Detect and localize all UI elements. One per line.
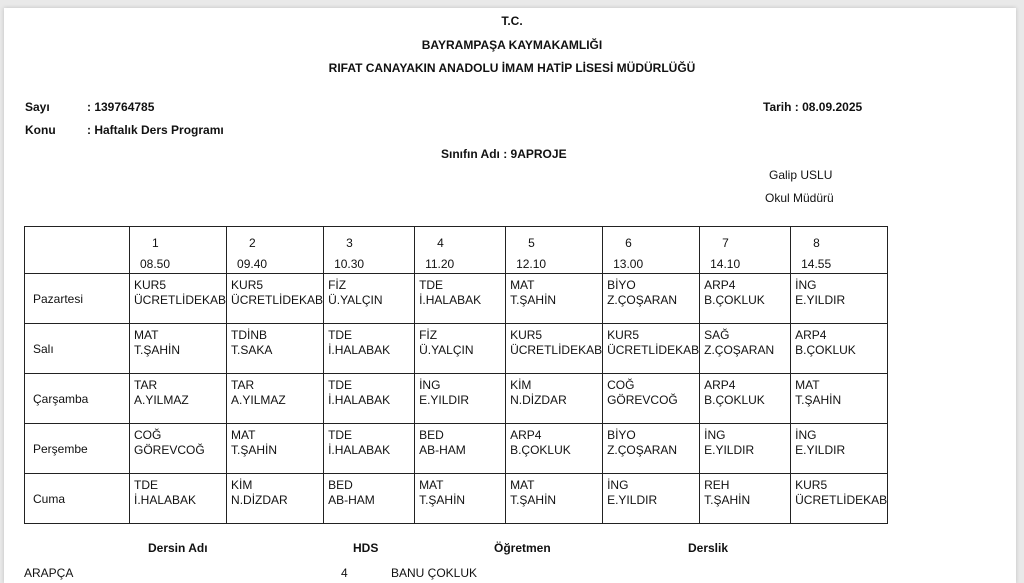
period-number: 3: [346, 236, 353, 250]
period-time: 12.10: [516, 257, 547, 271]
schedule-table: [24, 226, 888, 524]
lesson-code: ARP4: [795, 328, 827, 342]
lesson-cell: [700, 274, 791, 324]
lesson-code: MAT: [510, 478, 535, 492]
lesson-code: ARP4: [510, 428, 542, 442]
lesson-cell: [791, 424, 888, 474]
lesson-code: KUR5: [134, 278, 167, 292]
lesson-cell: [324, 424, 415, 474]
lesson-code: COĞ: [134, 428, 162, 442]
lesson-cell: [700, 474, 791, 524]
day-name: Pazartesi: [25, 274, 130, 324]
period-header-5: [506, 227, 603, 274]
period-number: 1: [152, 236, 159, 250]
period-header-row: [25, 227, 888, 274]
lesson-code: KİM: [510, 378, 532, 392]
day-name: Cuma: [25, 474, 130, 524]
lesson-teacher: B.ÇOKLUK: [704, 293, 765, 307]
lesson-code: İNG: [795, 428, 817, 442]
footer-col-derslik: Derslik: [688, 541, 729, 555]
konu-value: : Haftalık Ders Programı: [87, 123, 224, 137]
period-header-3: [324, 227, 415, 274]
period-header-7: [700, 227, 791, 274]
lesson-teacher: İ.HALABAK: [328, 443, 391, 457]
period-time: 13.00: [613, 257, 644, 271]
lesson-cell: [130, 274, 227, 324]
day-row: [25, 274, 888, 324]
lesson-code: SAĞ: [704, 328, 730, 342]
lesson-teacher: AB-HAM: [328, 493, 375, 507]
lesson-code: TDE: [134, 478, 158, 492]
lesson-cell: [603, 474, 700, 524]
lesson-cell: [506, 374, 603, 424]
sayi-label: Sayı: [25, 100, 50, 114]
period-header-2: [227, 227, 324, 274]
lesson-cell: [324, 374, 415, 424]
lesson-teacher: E.YILDIR: [704, 443, 755, 457]
period-time: 10.30: [334, 257, 365, 271]
footer-col-ogretmen: Öğretmen: [494, 541, 551, 555]
class-name: Sınıfın Adı : 9APROJE: [441, 147, 567, 161]
footer-row-ders: ARAPÇA: [24, 566, 74, 580]
lesson-teacher: T.ŞAHİN: [795, 393, 842, 407]
lesson-cell: [603, 424, 700, 474]
lesson-teacher: N.DİZDAR: [231, 493, 288, 507]
lesson-cell: [227, 324, 324, 374]
lesson-teacher: GÖREVCOĞ: [607, 393, 678, 407]
period-time: 14.10: [710, 257, 741, 271]
lesson-cell: [791, 324, 888, 374]
lesson-code: KUR5: [510, 328, 543, 342]
lesson-teacher: ÜCRETLİDEKAB: [134, 293, 227, 307]
day-row: [25, 374, 888, 424]
day-name: Çarşamba: [25, 374, 130, 424]
lesson-teacher: İ.HALABAK: [419, 293, 482, 307]
lesson-code: MAT: [795, 378, 820, 392]
footer-row-hds: 4: [341, 566, 348, 580]
lesson-teacher: İ.HALABAK: [328, 393, 391, 407]
lesson-cell: [700, 374, 791, 424]
period-time: 08.50: [140, 257, 171, 271]
lesson-code: TDE: [328, 328, 353, 342]
period-header-6: [603, 227, 700, 274]
lesson-cell: [130, 474, 227, 524]
lesson-code: KİM: [231, 478, 253, 492]
lesson-code: ARP4: [704, 378, 736, 392]
lesson-teacher: E.YILDIR: [607, 493, 658, 507]
lesson-cell: [506, 474, 603, 524]
lesson-cell: [700, 324, 791, 374]
lesson-code: KUR5: [231, 278, 264, 292]
day-row: [25, 324, 888, 374]
lesson-teacher: E.YILDIR: [795, 443, 846, 457]
lesson-teacher: A.YILMAZ: [231, 393, 286, 407]
lesson-teacher: İ.HALABAK: [328, 343, 391, 357]
footer-row-ogretmen: BANU ÇOKLUK: [391, 566, 478, 580]
lesson-code: BED: [328, 478, 353, 492]
period-number: 5: [528, 236, 535, 250]
lesson-cell: [227, 474, 324, 524]
lesson-teacher: T.ŞAHİN: [510, 293, 557, 307]
lesson-code: İNG: [419, 378, 441, 392]
lesson-teacher: Ü.YALÇIN: [419, 343, 474, 357]
lesson-teacher: E.YILDIR: [419, 393, 470, 407]
lesson-cell: [700, 424, 791, 474]
lesson-teacher: B.ÇOKLUK: [510, 443, 571, 457]
lesson-teacher: T.ŞAHİN: [134, 343, 181, 357]
lesson-code: TDE: [328, 428, 353, 442]
konu-label: Konu: [25, 123, 56, 137]
lesson-teacher: E.YILDIR: [795, 293, 846, 307]
lesson-cell: [791, 474, 888, 524]
lesson-teacher: B.ÇOKLUK: [795, 343, 856, 357]
lesson-code: REH: [704, 478, 730, 492]
lesson-code: MAT: [134, 328, 159, 342]
period-header-4: [415, 227, 506, 274]
lesson-code: MAT: [510, 278, 535, 292]
lesson-code: İNG: [704, 428, 726, 442]
lesson-teacher: Z.ÇOŞARAN: [607, 293, 678, 307]
lesson-cell: [603, 324, 700, 374]
lesson-code: FİZ: [328, 278, 347, 292]
lesson-teacher: T.SAKA: [231, 343, 273, 357]
lesson-code: MAT: [231, 428, 256, 442]
lesson-cell: [415, 474, 506, 524]
period-number: 7: [722, 236, 729, 250]
lesson-teacher: Ü.YALÇIN: [328, 293, 383, 307]
period-number: 8: [813, 236, 820, 250]
lesson-cell: [791, 274, 888, 324]
lesson-cell: [603, 374, 700, 424]
period-header-1: [130, 227, 227, 274]
lesson-teacher: T.ŞAHİN: [231, 443, 278, 457]
lesson-teacher: Z.ÇOŞARAN: [607, 443, 678, 457]
lesson-teacher: ÜCRETLİDEKAB: [795, 493, 888, 507]
day-name: Salı: [25, 324, 130, 374]
lesson-code: FİZ: [419, 328, 438, 342]
lesson-cell: [506, 324, 603, 374]
lesson-code: KUR5: [795, 478, 828, 492]
header-line-1: T.C.: [501, 14, 523, 28]
lesson-teacher: T.ŞAHİN: [510, 493, 557, 507]
lesson-teacher: B.ÇOKLUK: [704, 393, 765, 407]
lesson-cell: [603, 274, 700, 324]
footer-col-ders: Dersin Adı: [148, 541, 208, 555]
lesson-cell: [506, 424, 603, 474]
lesson-code: BED: [419, 428, 444, 442]
tarih: Tarih : 08.09.2025: [763, 100, 863, 114]
sayi-value: : 139764785: [87, 100, 155, 114]
lesson-teacher: N.DİZDAR: [510, 393, 567, 407]
lesson-cell: [415, 274, 506, 324]
lesson-code: TAR: [134, 378, 158, 392]
lesson-teacher: AB-HAM: [419, 443, 466, 457]
lesson-cell: [506, 274, 603, 324]
period-header-8: [791, 227, 888, 274]
lesson-cell: [227, 424, 324, 474]
lesson-code: İNG: [795, 278, 817, 292]
lesson-cell: [130, 324, 227, 374]
corner-cell: [25, 227, 130, 274]
lesson-cell: [324, 324, 415, 374]
lesson-cell: [130, 374, 227, 424]
lesson-cell: [130, 424, 227, 474]
lesson-code: BİYO: [607, 428, 636, 442]
period-number: 2: [249, 236, 256, 250]
lesson-code: İNG: [607, 478, 629, 492]
lesson-cell: [324, 274, 415, 324]
period-number: 6: [625, 236, 632, 250]
lesson-cell: [324, 474, 415, 524]
period-number: 4: [437, 236, 444, 250]
header-line-2: BAYRAMPAŞA KAYMAKAMLIĞI: [421, 38, 603, 52]
lesson-code: TDE: [419, 278, 444, 292]
lesson-teacher: A.YILMAZ: [134, 393, 189, 407]
lesson-teacher: Z.ÇOŞARAN: [704, 343, 775, 357]
lesson-cell: [415, 324, 506, 374]
signer-title: Okul Müdürü: [765, 191, 834, 205]
day-row: [25, 424, 888, 474]
signer-name: Galip USLU: [769, 168, 833, 182]
lesson-teacher: T.ŞAHİN: [419, 493, 466, 507]
lesson-cell: [415, 374, 506, 424]
header-line-3: RIFAT CANAYAKIN ANADOLU İMAM HATİP LİSESİ MÜDÜRLÜĞÜ: [328, 61, 696, 75]
lesson-teacher: ÜCRETLİDEKAB: [607, 343, 700, 357]
day-row: [25, 474, 888, 524]
lesson-code: MAT: [419, 478, 444, 492]
period-time: 09.40: [237, 257, 268, 271]
lesson-code: TDİNB: [231, 328, 268, 342]
lesson-cell: [227, 374, 324, 424]
lesson-teacher: T.ŞAHİN: [704, 493, 751, 507]
lesson-teacher: GÖREVCOĞ: [134, 443, 205, 457]
lesson-code: ARP4: [704, 278, 736, 292]
lesson-teacher: ÜCRETLİDEKAB: [231, 293, 324, 307]
lesson-teacher: ÜCRETLİDEKAB: [510, 343, 603, 357]
lesson-code: BİYO: [607, 278, 636, 292]
footer-col-hds: HDS: [353, 541, 379, 555]
lesson-cell: [415, 424, 506, 474]
lesson-code: KUR5: [607, 328, 640, 342]
lesson-cell: [227, 274, 324, 324]
lesson-code: COĞ: [607, 378, 635, 392]
period-time: 11.20: [425, 257, 455, 271]
lesson-code: TDE: [328, 378, 353, 392]
lesson-code: TAR: [231, 378, 255, 392]
lesson-teacher: İ.HALABAK: [134, 493, 197, 507]
day-name: Perşembe: [25, 424, 130, 474]
period-time: 14.55: [801, 257, 832, 271]
lesson-cell: [791, 374, 888, 424]
